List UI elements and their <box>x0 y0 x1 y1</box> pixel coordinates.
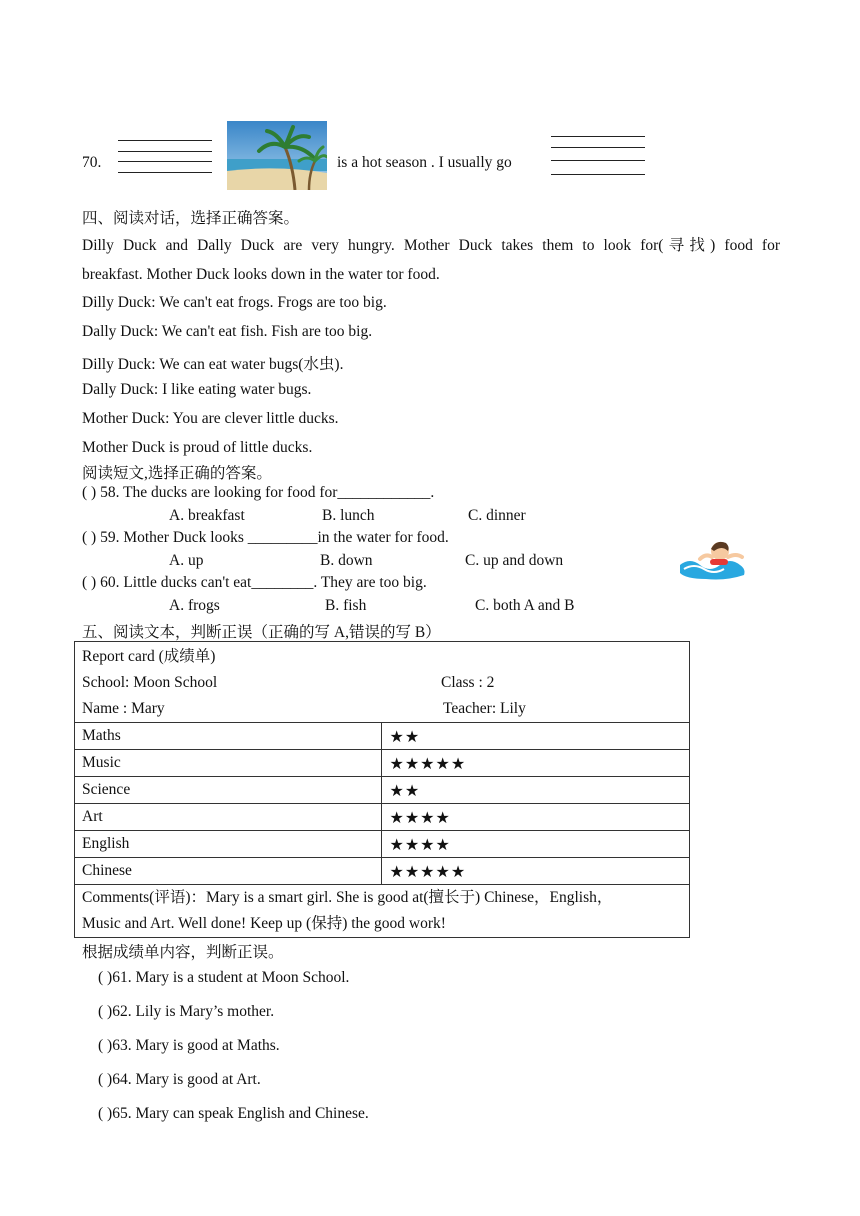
section5-instruction: 根据成绩单内容，判断正误。 <box>82 944 284 961</box>
swimmer-image <box>676 535 748 581</box>
report-card-table <box>74 641 690 938</box>
section5-heading: 五、阅读文本，判断正误（正确的写 A,错误的写 B） <box>82 624 441 641</box>
stars-cell: ★★ <box>382 777 690 804</box>
judgment-item-63: ( )63. Mary is good at Maths. <box>98 1037 280 1054</box>
report-school: School: Moon School <box>82 674 218 691</box>
dialogue-line-1: Dilly Duck: We can't eat frogs. Frogs are too big. <box>82 294 387 311</box>
stars-cell: ★★★★ <box>382 804 690 831</box>
beach-palm-image <box>227 121 327 190</box>
subject-cell: English <box>75 831 382 858</box>
report-comments-cell <box>75 885 690 938</box>
question-58-option-b: B. lunch <box>322 507 375 524</box>
q70-text: is a hot season . I usually go <box>337 154 512 171</box>
report-comments-row <box>75 885 690 938</box>
stars-cell: ★★★★★ <box>382 858 690 885</box>
judgment-item-64: ( )64. Mary is good at Art. <box>98 1071 261 1088</box>
report-header-row <box>75 642 690 723</box>
table-row <box>75 750 690 777</box>
judgment-item-65: ( )65. Mary can speak English and Chinese. <box>98 1105 369 1122</box>
question-58-option-c: C. dinner <box>468 507 526 524</box>
question-59-option-b: B. down <box>320 552 373 569</box>
section4-instruction: 阅读短文,选择正确的答案。 <box>82 465 272 482</box>
question-59-option-c: C. up and down <box>465 552 564 569</box>
question-59-stem: ( ) 59. Mother Duck looks _________in the water for food. <box>82 529 449 546</box>
stars-cell: ★★★★★ <box>382 750 690 777</box>
report-header-cell <box>75 642 690 723</box>
judgment-item-62: ( )62. Lily is Mary’s mother. <box>98 1003 275 1020</box>
stars-cell: ★★★★ <box>382 831 690 858</box>
section4-intro <box>82 231 780 289</box>
report-teacher: Teacher: Lily <box>443 700 526 717</box>
dialogue-line-5: Mother Duck: You are clever little ducks. <box>82 410 339 427</box>
report-class: Class : 2 <box>441 674 495 691</box>
intro-line-1: Dilly Duck and Dally Duck are very hungry. Mother Duck takes them to look for(寻找) food for <box>82 237 780 254</box>
question-60-option-c: C. both A and B <box>475 597 575 614</box>
section4-heading: 四、阅读对话，选择正确答案。 <box>82 210 300 227</box>
dialogue-line-6: Mother Duck is proud of little ducks. <box>82 439 313 456</box>
subject-cell: Maths <box>75 723 382 750</box>
table-row <box>75 777 690 804</box>
table-row <box>75 858 690 885</box>
report-name: Name : Mary <box>82 700 165 717</box>
comments-line-2: Music and Art. Well done! Keep up (保持) the good work! <box>82 915 446 932</box>
question-60-option-b: B. fish <box>325 597 367 614</box>
subject-cell: Chinese <box>75 858 382 885</box>
question-60-stem: ( ) 60. Little ducks can't eat________. They are too big. <box>82 574 427 591</box>
report-title: Report card (成绩单) <box>82 648 216 665</box>
question-60-option-a: A. frogs <box>169 597 220 614</box>
intro-line-2: breakfast. Mother Duck looks down in the water tor food. <box>82 266 440 283</box>
dialogue-line-3: Dilly Duck: We can eat water bugs(水虫). <box>82 356 344 373</box>
subject-cell: Science <box>75 777 382 804</box>
dialogue-line-2: Dally Duck: We can't eat fish. Fish are too big. <box>82 323 373 340</box>
dialogue-line-4: Dally Duck: I like eating water bugs. <box>82 381 312 398</box>
subject-cell: Music <box>75 750 382 777</box>
q70-number: 70. <box>82 154 102 171</box>
comments-line-1: Comments(评语)：Mary is a smart girl. She is good at(擅长于) Chinese，English， <box>82 889 613 906</box>
table-row <box>75 831 690 858</box>
subject-cell: Art <box>75 804 382 831</box>
report-name-row <box>82 696 682 722</box>
table-row <box>75 723 690 750</box>
judgment-item-61: ( )61. Mary is a student at Moon School. <box>98 969 350 986</box>
question-58-option-a: A. breakfast <box>169 507 245 524</box>
table-row <box>75 804 690 831</box>
stars-cell: ★★ <box>382 723 690 750</box>
question-58-stem: ( ) 58. The ducks are looking for food for____________. <box>82 484 435 501</box>
report-school-row <box>82 670 682 696</box>
question-59-option-a: A. up <box>169 552 204 569</box>
